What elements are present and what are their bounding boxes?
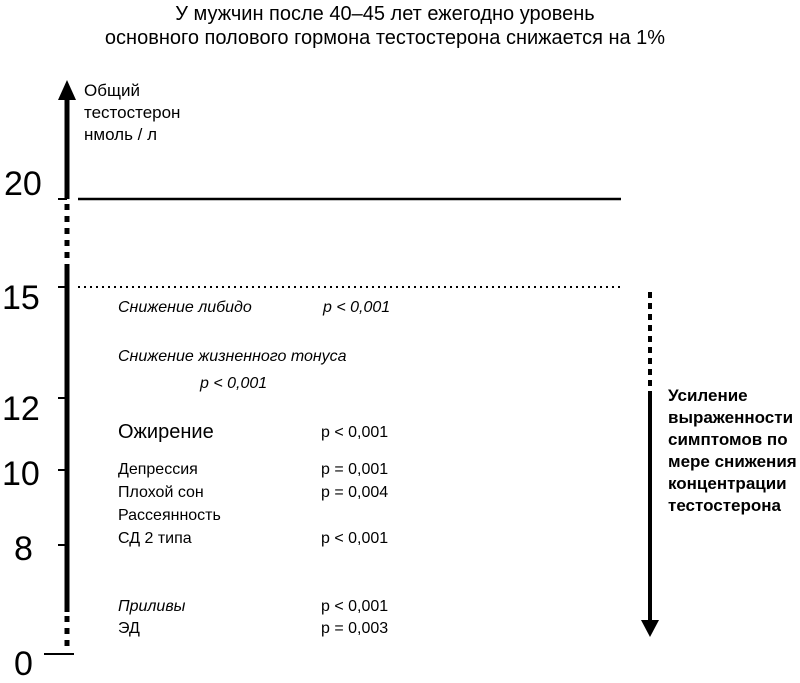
symptom-diabetes: СД 2 типа	[118, 530, 192, 547]
symptom-vitality-p: p < 0,001	[200, 375, 268, 392]
trend-label-line-4: мере снижения	[668, 452, 797, 471]
trend-arrow	[641, 292, 659, 637]
trend-label-line-2: выраженности	[668, 408, 794, 427]
tick-label-10: 10	[2, 455, 40, 493]
symptom-obesity-p: p < 0,001	[321, 424, 389, 441]
symptom-vitality: Снижение жизненного тонуса	[118, 348, 347, 365]
symptom-ed: ЭД	[118, 620, 140, 637]
tick-label-12: 12	[2, 390, 40, 428]
tick-label-15: 15	[2, 279, 40, 317]
trend-label-line-1: Усиление	[668, 386, 748, 405]
symptom-depression: Депрессия	[118, 461, 198, 478]
trend-label-line-3: симптомов по	[668, 430, 788, 449]
y-axis-label-line-2: тестостерон	[84, 103, 181, 122]
symptom-flushes: Приливы	[118, 598, 186, 615]
y-axis-label-line-1: Общий	[84, 81, 140, 100]
y-axis-label	[84, 80, 224, 146]
symptom-obesity: Ожирение	[118, 421, 214, 443]
trend-arrowhead	[641, 620, 659, 637]
trend-label-line-6: тестостерона	[668, 496, 781, 515]
y-axis-arrowhead	[58, 80, 76, 100]
symptom-sleep-p: p = 0,004	[321, 484, 389, 501]
symptom-libido-p: p < 0,001	[323, 299, 391, 316]
title-line-1: У мужчин после 40–45 лет ежегодно уровень	[175, 3, 595, 25]
symptom-ed-p: p = 0,003	[321, 620, 389, 637]
y-axis	[58, 80, 76, 652]
tick-label-0: 0	[14, 645, 33, 683]
symptom-libido: Снижение либидо	[118, 299, 252, 316]
symptom-flushes-p: p < 0,001	[321, 598, 389, 615]
symptom-sleep: Плохой сон	[118, 484, 204, 501]
trend-label-line-5: концентрации	[668, 474, 787, 493]
y-axis-label-line-3: нмоль / л	[84, 125, 158, 144]
tick-label-20: 20	[4, 165, 42, 203]
title-line-2: основного полового гормона тестостерона снижается на 1%	[104, 27, 666, 49]
symptom-depression-p: p = 0,001	[321, 461, 389, 478]
symptom-distraction: Рассеянность	[118, 507, 221, 524]
tick-label-8: 8	[14, 530, 33, 568]
title	[0, 2, 770, 50]
trend-label	[668, 385, 800, 517]
symptom-diabetes-p: p < 0,001	[321, 530, 389, 547]
